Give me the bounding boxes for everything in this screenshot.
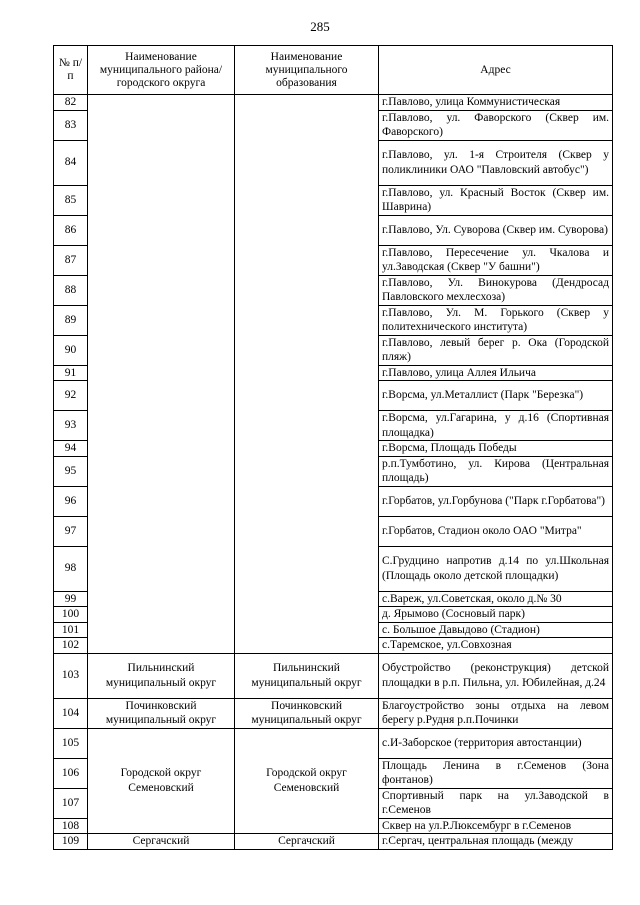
row-address: г.Ворсма, ул.Металлист (Парк "Березка") <box>379 381 613 411</box>
row-number: 96 <box>54 486 88 516</box>
district-cell: Пильнинский муниципальный округ <box>88 653 235 698</box>
district-cell-empty <box>88 95 235 654</box>
row-address: Обустройство (реконструкция) детской площадки в р.п. Пильна, ул. Юбилейная, д.24 <box>379 653 613 698</box>
row-number: 85 <box>54 185 88 215</box>
table-header-row <box>54 46 613 95</box>
table-row <box>54 834 613 850</box>
row-number: 106 <box>54 758 88 788</box>
row-address: С.Грудцино напротив д.14 по ул.Школьная (Площадь около детской площадки) <box>379 546 613 591</box>
header-address: Адрес <box>379 46 613 95</box>
row-number: 91 <box>54 365 88 381</box>
district-cell: Починковский муниципальный округ <box>88 698 235 728</box>
row-number: 84 <box>54 140 88 185</box>
header-municipality: Наименование муниципального образования <box>235 46 379 95</box>
row-address: р.п.Тумботино, ул. Кирова (Центральная площадь) <box>379 456 613 486</box>
row-number: 89 <box>54 305 88 335</box>
row-address: с.Вареж, ул.Советская, около д.№ 30 <box>379 591 613 607</box>
row-number: 99 <box>54 591 88 607</box>
municipality-cell: Городской округ Семеновский <box>235 728 379 834</box>
row-number: 88 <box>54 275 88 305</box>
row-number: 101 <box>54 622 88 638</box>
row-number: 82 <box>54 95 88 111</box>
row-number: 95 <box>54 456 88 486</box>
municipality-cell-empty <box>235 95 379 654</box>
row-address: с. Большое Давыдово (Стадион) <box>379 622 613 638</box>
row-number: 93 <box>54 411 88 441</box>
row-number: 104 <box>54 698 88 728</box>
row-address: Площадь Ленина в г.Семенов (Зона фонтанов) <box>379 758 613 788</box>
row-address: г.Павлово, улица Аллея Ильича <box>379 365 613 381</box>
row-address: г.Павлово, ул. Фаворского (Сквер им. Фаворского) <box>379 110 613 140</box>
row-number: 83 <box>54 110 88 140</box>
row-address: Спортивный парк на ул.Заводской в г.Семенов <box>379 788 613 818</box>
row-address: Сквер на ул.Р.Люксембург в г.Семенов <box>379 818 613 834</box>
table-row <box>54 95 613 111</box>
municipality-cell: Починковский муниципальный округ <box>235 698 379 728</box>
row-address: г.Сергач, центральная площадь (между <box>379 834 613 850</box>
row-address: г.Павлово, Ул. Винокурова (Дендросад Павловского мехлесхоза) <box>379 275 613 305</box>
row-address: с.Таремское, ул.Совхозная <box>379 638 613 654</box>
page-number: 285 <box>310 19 330 34</box>
row-address: г.Павлово, ул. 1-я Строителя (Сквер у поликлиники ОАО "Павловский автобус") <box>379 140 613 185</box>
row-address: г.Павлово, Пересечение ул. Чкалова и ул.Заводская (Сквер "У башни") <box>379 245 613 275</box>
row-number: 98 <box>54 546 88 591</box>
row-number: 109 <box>54 834 88 850</box>
row-number: 102 <box>54 638 88 654</box>
row-address: г.Ворсма, Площадь Победы <box>379 441 613 457</box>
row-address: г.Горбатов, ул.Горбунова ("Парк г.Горбатова") <box>379 486 613 516</box>
header-district: Наименование муниципального района/ городского округа <box>88 46 235 95</box>
district-cell: Городской округ Семеновский <box>88 728 235 834</box>
row-number: 90 <box>54 335 88 365</box>
municipality-cell: Сергачский <box>235 834 379 850</box>
row-number: 105 <box>54 728 88 758</box>
row-number: 94 <box>54 441 88 457</box>
row-address: г.Павлово, левый берег р. Ока (Городской пляж) <box>379 335 613 365</box>
row-number: 100 <box>54 607 88 623</box>
row-address: с.И-Заборское (территория автостанции) <box>379 728 613 758</box>
row-address: г.Павлово, Ул. Суворова (Сквер им. Суворова) <box>379 215 613 245</box>
header-num: № п/п <box>54 46 88 95</box>
row-address: г.Ворсма, ул.Гагарина, у д.16 (Спортивная площадка) <box>379 411 613 441</box>
table-row <box>54 698 613 728</box>
row-address: д. Ярымово (Сосновый парк) <box>379 607 613 623</box>
row-number: 97 <box>54 516 88 546</box>
row-number: 107 <box>54 788 88 818</box>
row-number: 103 <box>54 653 88 698</box>
municipality-cell: Пильнинский муниципальный округ <box>235 653 379 698</box>
row-number: 92 <box>54 381 88 411</box>
row-number: 86 <box>54 215 88 245</box>
row-number: 108 <box>54 818 88 834</box>
row-number: 87 <box>54 245 88 275</box>
table-row <box>54 653 613 698</box>
row-address: г.Павлово, улица Коммунистическая <box>379 95 613 111</box>
row-address: Благоустройство зоны отдыха на левом берегу р.Рудня р.п.Починки <box>379 698 613 728</box>
row-address: г.Павлово, ул. Красный Восток (Сквер им. Шаврина) <box>379 185 613 215</box>
table-row <box>54 728 613 758</box>
district-cell: Сергачский <box>88 834 235 850</box>
parks-table <box>53 45 613 850</box>
row-address: г.Горбатов, Стадион около ОАО "Митра" <box>379 516 613 546</box>
row-address: г.Павлово, Ул. М. Горького (Сквер у политехнического института) <box>379 305 613 335</box>
